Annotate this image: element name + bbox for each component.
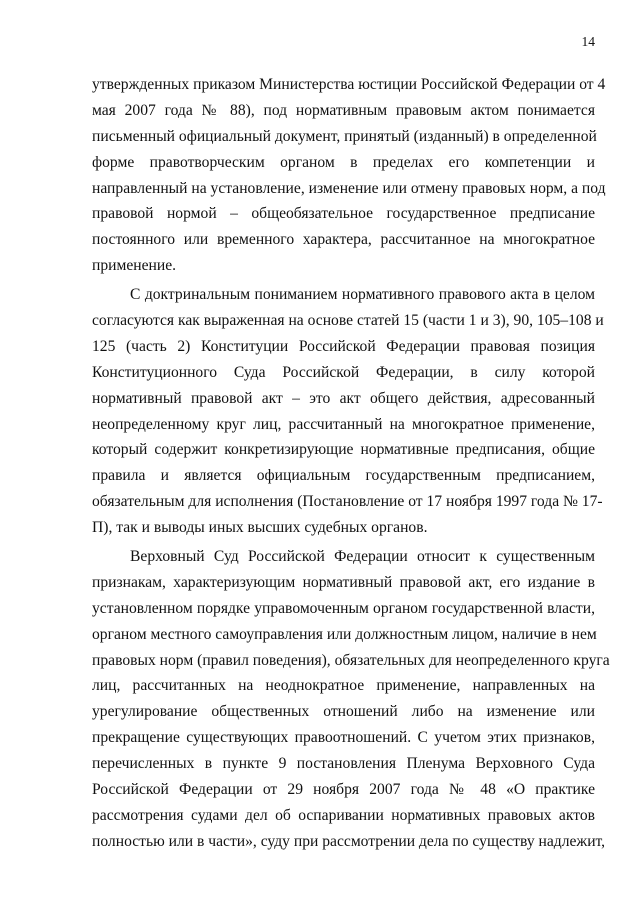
text-line: постоянного или временного характера, рассчитанное на многократное — [92, 231, 595, 249]
text-line: правовых норм (правил поведения), обязательных для неопределенного круга — [92, 651, 610, 669]
text-line: органом местного самоуправления или должностным лицом, наличие в нем — [92, 625, 597, 643]
text-line: направленный на установление, изменение или отмену правовых норм, а под — [92, 179, 606, 197]
paragraph-1 — [92, 72, 606, 279]
text-line: правовой нормой – общеобязательное государственное предписание — [92, 205, 595, 223]
text-line: признакам, характеризующим нормативный правовой акт, его издание в — [92, 573, 595, 591]
text-line: применение. — [92, 257, 177, 275]
text-line: неопределенному круг лиц, рассчитанный на многократное применение, — [92, 415, 595, 433]
paragraph-3 — [92, 544, 610, 855]
text-line: лиц, рассчитанных на неоднократное применение, направленных на — [92, 677, 595, 695]
paragraph-2 — [92, 282, 604, 541]
text-line: письменный официальный документ, принятый (изданный) в определенной — [92, 127, 597, 145]
text-line: установленном порядке управомоченным органом государственной власти, — [92, 599, 595, 617]
text-line: правила и является официальным государственным предписанием, — [92, 467, 595, 485]
text-line: который содержит конкретизирующие нормативные предписания, общие — [92, 441, 595, 459]
text-line: С доктринальным пониманием нормативного правового акта в целом — [130, 286, 595, 304]
text-line: согласуются как выраженная на основе статей 15 (части 1 и 3), 90, 105–108 и — [92, 312, 604, 330]
text-line: мая 2007 года № 88), под нормативным правовым актом понимается — [92, 101, 595, 119]
document-body — [92, 72, 610, 855]
text-line: полностью или в части», суду при рассмотрении дела по существу надлежит, — [92, 832, 606, 850]
text-line: форме правотворческим органом в пределах его компетенции и — [92, 153, 595, 171]
text-line: П), так и выводы иных высших судебных органов. — [92, 519, 428, 537]
text-line: урегулирование общественных отношений либо на изменение или — [92, 703, 595, 721]
text-line: Конституционного Суда Российской Федерации, в силу которой — [92, 363, 595, 381]
text-line: утвержденных приказом Министерства юстиции Российской Федерации от 4 — [92, 76, 606, 93]
text-line: обязательным для исполнения (Постановление от 17 ноября 1997 года № 17- — [92, 493, 603, 511]
page-number: 14 — [581, 34, 595, 49]
text-line: 125 (часть 2) Конституции Российской Федерации правовая позиция — [92, 337, 595, 355]
text-line: нормативный правовой акт – это акт общего действия, адресованный — [92, 389, 595, 407]
text-line: Российской Федерации от 29 ноября 2007 года № 48 «О практике — [92, 781, 595, 799]
text-line: перечисленных в пункте 9 постановления Пленума Верховного Суда — [92, 755, 595, 773]
text-line: Верховный Суд Российской Федерации относит к существенным — [130, 548, 595, 566]
text-line: рассмотрения судами дел об оспаривании нормативных правовых актов — [92, 806, 595, 824]
text-line: прекращение существующих правоотношений. С учетом этих признаков, — [92, 729, 595, 747]
